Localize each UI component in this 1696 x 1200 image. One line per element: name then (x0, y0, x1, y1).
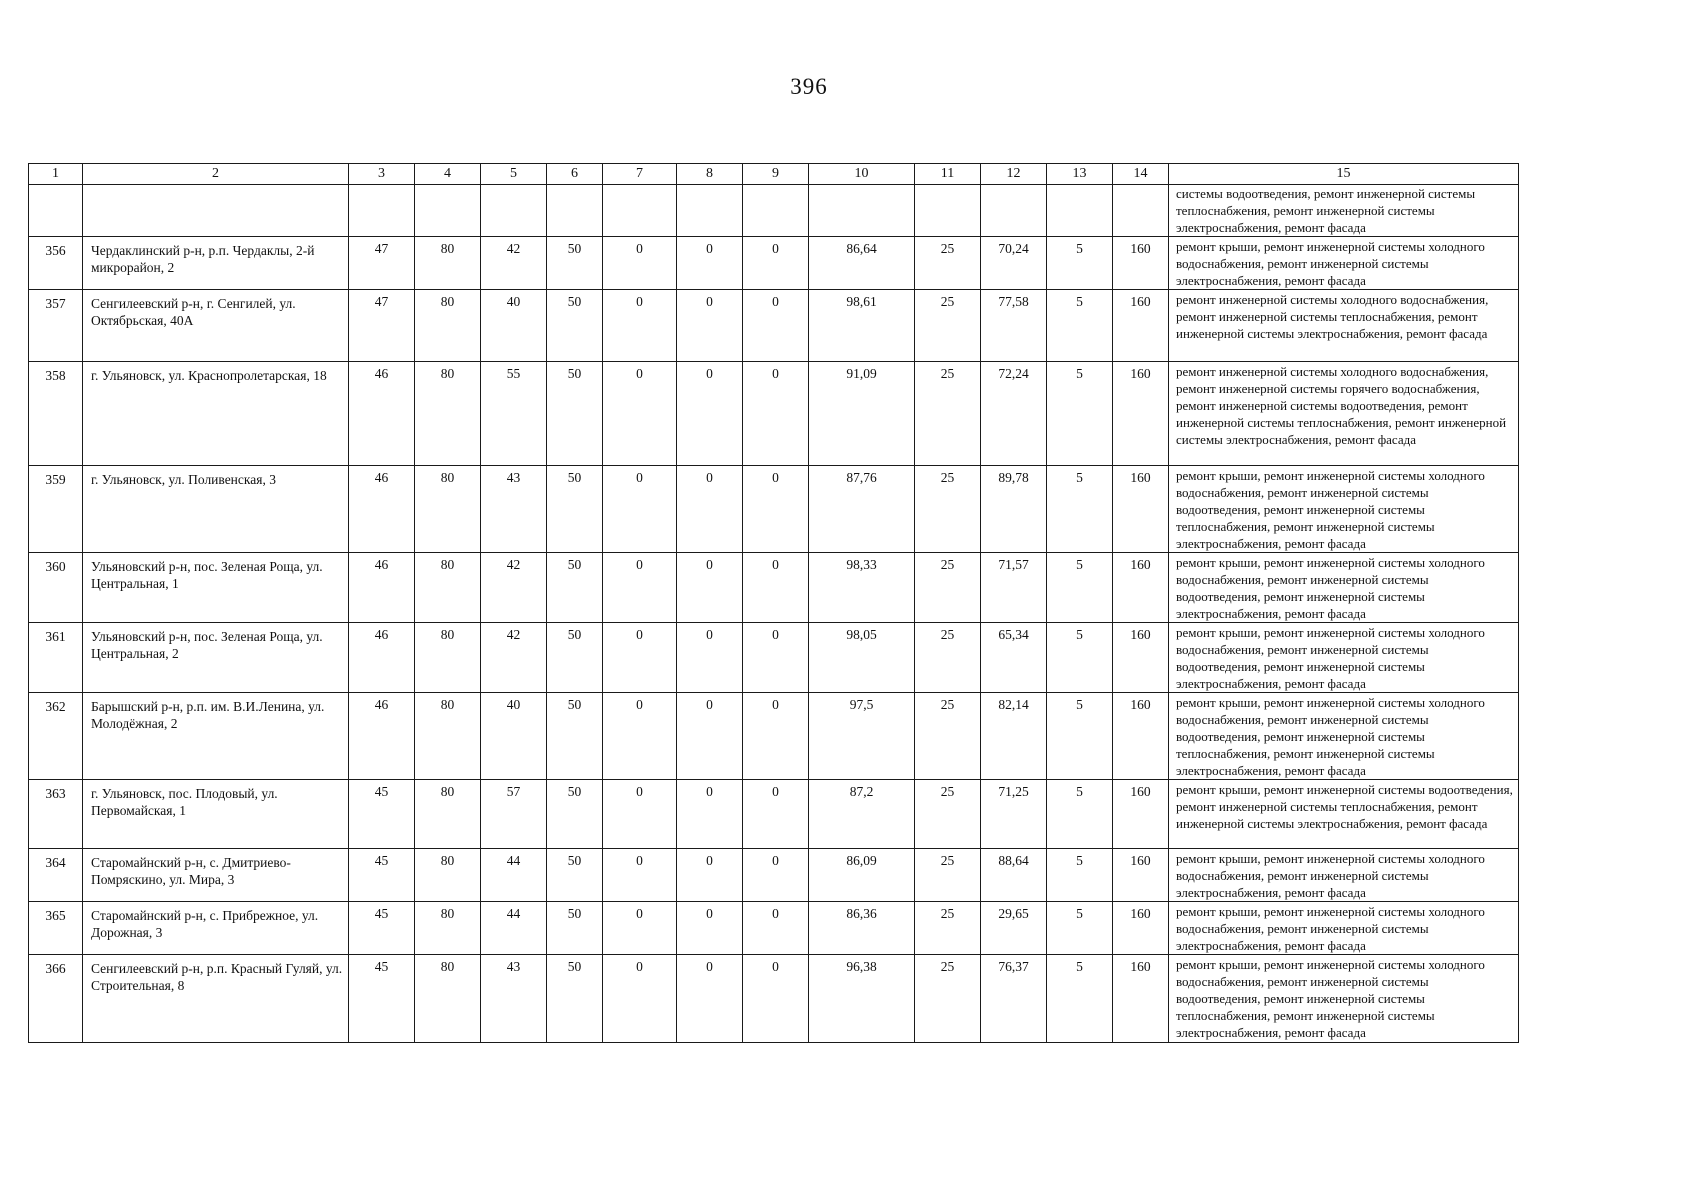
cell-col14: 160 (1113, 237, 1169, 290)
cell-col8: 0 (677, 780, 743, 849)
cell-col10 (809, 185, 915, 237)
cell-address: Сенгилеевский р-н, г. Сенгилей, ул. Октябрьская, 40А (83, 290, 349, 362)
cell-number: 366 (29, 955, 83, 1043)
cell-col10: 87,76 (809, 466, 915, 553)
table-row (29, 780, 1519, 849)
cell-col8: 0 (677, 623, 743, 693)
cell-col4: 80 (415, 362, 481, 466)
cell-col10: 97,5 (809, 693, 915, 780)
cell-col8: 0 (677, 466, 743, 553)
cell-col10: 98,33 (809, 553, 915, 623)
cell-col8: 0 (677, 849, 743, 902)
column-header-14: 14 (1113, 164, 1169, 185)
column-header-11: 11 (915, 164, 981, 185)
table-row (29, 290, 1519, 362)
cell-col7: 0 (603, 693, 677, 780)
cell-col10: 86,64 (809, 237, 915, 290)
cell-col13: 5 (1047, 466, 1113, 553)
cell-col7: 0 (603, 623, 677, 693)
cell-col12: 89,78 (981, 466, 1047, 553)
cell-col11: 25 (915, 693, 981, 780)
cell-col14: 160 (1113, 849, 1169, 902)
cell-col3: 46 (349, 623, 415, 693)
cell-col5: 57 (481, 780, 547, 849)
cell-col6: 50 (547, 902, 603, 955)
cell-works: ремонт крыши, ремонт инженерной системы холодного водоснабжения, ремонт инженерной системы водоотведения, ремонт инженерной системы электроснабжения, ремонт фасада (1169, 623, 1519, 693)
cell-col11: 25 (915, 849, 981, 902)
column-header-13: 13 (1047, 164, 1113, 185)
cell-works: ремонт крыши, ремонт инженерной системы холодного водоснабжения, ремонт инженерной системы электроснабжения, ремонт фасада (1169, 849, 1519, 902)
cell-col3: 46 (349, 693, 415, 780)
cell-address (83, 185, 349, 237)
table-row (29, 466, 1519, 553)
cell-number: 358 (29, 362, 83, 466)
cell-col14: 160 (1113, 290, 1169, 362)
column-header-10: 10 (809, 164, 915, 185)
cell-col10: 86,36 (809, 902, 915, 955)
column-header-8: 8 (677, 164, 743, 185)
table-row (29, 955, 1519, 1043)
cell-address: г. Ульяновск, ул. Поливенская, 3 (83, 466, 349, 553)
cell-col11: 25 (915, 623, 981, 693)
cell-col5: 42 (481, 553, 547, 623)
cell-col3 (349, 185, 415, 237)
cell-col11: 25 (915, 290, 981, 362)
cell-col3: 46 (349, 553, 415, 623)
cell-col13: 5 (1047, 849, 1113, 902)
cell-works: ремонт крыши, ремонт инженерной системы холодного водоснабжения, ремонт инженерной системы водоотведения, ремонт инженерной системы теплоснабжения, ремонт инженерной системы электроснабжения, ремонт фасада (1169, 466, 1519, 553)
cell-col8: 0 (677, 553, 743, 623)
cell-col7: 0 (603, 849, 677, 902)
cell-works: ремонт крыши, ремонт инженерной системы холодного водоснабжения, ремонт инженерной системы водоотведения, ремонт инженерной системы теплоснабжения, ремонт инженерной системы электроснабжения, ремонт фасада (1169, 955, 1519, 1043)
column-header-1: 1 (29, 164, 83, 185)
cell-col13: 5 (1047, 290, 1113, 362)
cell-col8: 0 (677, 955, 743, 1043)
cell-col13: 5 (1047, 623, 1113, 693)
cell-col7: 0 (603, 902, 677, 955)
cell-col9: 0 (743, 362, 809, 466)
cell-col14: 160 (1113, 955, 1169, 1043)
cell-col12: 76,37 (981, 955, 1047, 1043)
cell-number: 356 (29, 237, 83, 290)
cell-col7 (603, 185, 677, 237)
cell-col9: 0 (743, 466, 809, 553)
cell-address: Сенгилеевский р-н, р.п. Красный Гуляй, ул. Строительная, 8 (83, 955, 349, 1043)
cell-col10: 98,05 (809, 623, 915, 693)
header-row (29, 164, 1519, 185)
cell-col11: 25 (915, 362, 981, 466)
table-row (29, 553, 1519, 623)
cell-number: 359 (29, 466, 83, 553)
cell-col4: 80 (415, 693, 481, 780)
cell-col11: 25 (915, 780, 981, 849)
cell-col12 (981, 185, 1047, 237)
cell-number: 357 (29, 290, 83, 362)
cell-col3: 46 (349, 466, 415, 553)
cell-col3: 46 (349, 362, 415, 466)
column-header-3: 3 (349, 164, 415, 185)
table-header (29, 164, 1519, 185)
cell-col12: 29,65 (981, 902, 1047, 955)
cell-col14: 160 (1113, 623, 1169, 693)
cell-col7: 0 (603, 362, 677, 466)
cell-col13 (1047, 185, 1113, 237)
cell-col6: 50 (547, 780, 603, 849)
cell-col13: 5 (1047, 955, 1113, 1043)
cell-col12: 88,64 (981, 849, 1047, 902)
cell-col4: 80 (415, 237, 481, 290)
cell-col9: 0 (743, 290, 809, 362)
cell-col10: 87,2 (809, 780, 915, 849)
cell-col5: 44 (481, 902, 547, 955)
table-row (29, 693, 1519, 780)
cell-works: ремонт крыши, ремонт инженерной системы холодного водоснабжения, ремонт инженерной системы водоотведения, ремонт инженерной системы теплоснабжения, ремонт инженерной системы электроснабжения, ремонт фасада (1169, 693, 1519, 780)
cell-col9: 0 (743, 553, 809, 623)
cell-works-continued: системы водоотведения, ремонт инженерной системы теплоснабжения, ремонт инженерной системы электроснабжения, ремонт фасада (1169, 185, 1519, 237)
cell-col8 (677, 185, 743, 237)
cell-address: г. Ульяновск, пос. Плодовый, ул. Первомайская, 1 (83, 780, 349, 849)
cell-col6: 50 (547, 849, 603, 902)
cell-address: Старомайнский р-н, с. Прибрежное, ул. Дорожная, 3 (83, 902, 349, 955)
cell-col6: 50 (547, 693, 603, 780)
cell-col10: 98,61 (809, 290, 915, 362)
cell-col8: 0 (677, 693, 743, 780)
cell-col13: 5 (1047, 553, 1113, 623)
cell-col4: 80 (415, 902, 481, 955)
cell-col8: 0 (677, 237, 743, 290)
cell-address: г. Ульяновск, ул. Краснопролетарская, 18 (83, 362, 349, 466)
cell-works: ремонт крыши, ремонт инженерной системы холодного водоснабжения, ремонт инженерной системы электроснабжения, ремонт фасада (1169, 902, 1519, 955)
continuation-row (29, 185, 1519, 237)
cell-col4 (415, 185, 481, 237)
cell-address: Ульяновский р-н, пос. Зеленая Роща, ул. Центральная, 1 (83, 553, 349, 623)
cell-col14: 160 (1113, 780, 1169, 849)
column-header-5: 5 (481, 164, 547, 185)
cell-address: Старомайнский р-н, с. Дмитриево-Помряскино, ул. Мира, 3 (83, 849, 349, 902)
table-row (29, 849, 1519, 902)
cell-works: ремонт инженерной системы холодного водоснабжения, ремонт инженерной системы теплоснабжения, ремонт инженерной системы электроснабжения, ремонт фасада (1169, 290, 1519, 362)
column-header-12: 12 (981, 164, 1047, 185)
cell-col8: 0 (677, 362, 743, 466)
cell-col4: 80 (415, 290, 481, 362)
column-header-7: 7 (603, 164, 677, 185)
cell-col4: 80 (415, 466, 481, 553)
cell-col7: 0 (603, 237, 677, 290)
cell-col14: 160 (1113, 693, 1169, 780)
cell-col6: 50 (547, 362, 603, 466)
cell-works: ремонт инженерной системы холодного водоснабжения, ремонт инженерной системы горячего водоснабжения, ремонт инженерной системы водоотведения, ремонт инженерной системы теплоснабжения, ремонт инженерной системы электроснабжения, ремонт фасада (1169, 362, 1519, 466)
cell-address: Ульяновский р-н, пос. Зеленая Роща, ул. Центральная, 2 (83, 623, 349, 693)
cell-col5: 43 (481, 466, 547, 553)
cell-col3: 47 (349, 290, 415, 362)
cell-col6: 50 (547, 623, 603, 693)
cell-col10: 96,38 (809, 955, 915, 1043)
cell-col8: 0 (677, 290, 743, 362)
table-row (29, 902, 1519, 955)
cell-col9: 0 (743, 780, 809, 849)
cell-col12: 70,24 (981, 237, 1047, 290)
cell-col5: 55 (481, 362, 547, 466)
cell-col12: 77,58 (981, 290, 1047, 362)
cell-col11: 25 (915, 902, 981, 955)
column-header-2: 2 (83, 164, 349, 185)
cell-col13: 5 (1047, 902, 1113, 955)
cell-col4: 80 (415, 780, 481, 849)
cell-col7: 0 (603, 553, 677, 623)
cell-col12: 72,24 (981, 362, 1047, 466)
cell-col6 (547, 185, 603, 237)
cell-works: ремонт крыши, ремонт инженерной системы холодного водоснабжения, ремонт инженерной системы водоотведения, ремонт инженерной системы электроснабжения, ремонт фасада (1169, 553, 1519, 623)
cell-col13: 5 (1047, 237, 1113, 290)
cell-col5: 44 (481, 849, 547, 902)
cell-number: 362 (29, 693, 83, 780)
table-row (29, 623, 1519, 693)
cell-col3: 45 (349, 780, 415, 849)
cell-col8: 0 (677, 902, 743, 955)
column-header-15: 15 (1169, 164, 1519, 185)
cell-col13: 5 (1047, 780, 1113, 849)
cell-col12: 71,57 (981, 553, 1047, 623)
cell-col12: 65,34 (981, 623, 1047, 693)
cell-col9: 0 (743, 623, 809, 693)
register-table (28, 163, 1519, 1043)
table-row (29, 362, 1519, 466)
cell-col9: 0 (743, 955, 809, 1043)
table-row (29, 237, 1519, 290)
cell-col5: 42 (481, 623, 547, 693)
cell-col11 (915, 185, 981, 237)
cell-col9: 0 (743, 237, 809, 290)
cell-address: Чердаклинский р-н, р.п. Чердаклы, 2-й микрорайон, 2 (83, 237, 349, 290)
cell-col13: 5 (1047, 362, 1113, 466)
cell-col10: 91,09 (809, 362, 915, 466)
table-body (29, 185, 1519, 1043)
cell-col4: 80 (415, 623, 481, 693)
cell-col3: 47 (349, 237, 415, 290)
cell-col11: 25 (915, 955, 981, 1043)
cell-col11: 25 (915, 553, 981, 623)
cell-col6: 50 (547, 466, 603, 553)
cell-col5: 40 (481, 290, 547, 362)
cell-col4: 80 (415, 553, 481, 623)
cell-col9: 0 (743, 849, 809, 902)
cell-col9: 0 (743, 693, 809, 780)
cell-col7: 0 (603, 780, 677, 849)
cell-col5: 42 (481, 237, 547, 290)
cell-col7: 0 (603, 466, 677, 553)
cell-col7: 0 (603, 290, 677, 362)
cell-col6: 50 (547, 290, 603, 362)
cell-col3: 45 (349, 849, 415, 902)
cell-address: Барышский р-н, р.п. им. В.И.Ленина, ул. Молодёжная, 2 (83, 693, 349, 780)
cell-col11: 25 (915, 237, 981, 290)
cell-number: 365 (29, 902, 83, 955)
cell-col6: 50 (547, 237, 603, 290)
cell-col5: 40 (481, 693, 547, 780)
cell-col5 (481, 185, 547, 237)
cell-col9 (743, 185, 809, 237)
cell-number: 361 (29, 623, 83, 693)
cell-works: ремонт крыши, ремонт инженерной системы холодного водоснабжения, ремонт инженерной системы электроснабжения, ремонт фасада (1169, 237, 1519, 290)
cell-col14: 160 (1113, 466, 1169, 553)
cell-col12: 82,14 (981, 693, 1047, 780)
cell-col14 (1113, 185, 1169, 237)
page-number: 396 (790, 74, 828, 99)
cell-col4: 80 (415, 955, 481, 1043)
cell-col4: 80 (415, 849, 481, 902)
cell-col14: 160 (1113, 362, 1169, 466)
cell-col3: 45 (349, 902, 415, 955)
cell-col14: 160 (1113, 902, 1169, 955)
cell-col13: 5 (1047, 693, 1113, 780)
cell-works: ремонт крыши, ремонт инженерной системы водоотведения, ремонт инженерной системы теплоснабжения, ремонт инженерной системы электроснабжения, ремонт фасада (1169, 780, 1519, 849)
cell-col10: 86,09 (809, 849, 915, 902)
cell-col14: 160 (1113, 553, 1169, 623)
cell-number: 364 (29, 849, 83, 902)
cell-number: 360 (29, 553, 83, 623)
cell-col6: 50 (547, 553, 603, 623)
cell-col12: 71,25 (981, 780, 1047, 849)
cell-col5: 43 (481, 955, 547, 1043)
cell-col7: 0 (603, 955, 677, 1043)
cell-col6: 50 (547, 955, 603, 1043)
cell-col3: 45 (349, 955, 415, 1043)
cell-number: 363 (29, 780, 83, 849)
cell-col11: 25 (915, 466, 981, 553)
column-header-9: 9 (743, 164, 809, 185)
cell-col9: 0 (743, 902, 809, 955)
cell-number (29, 185, 83, 237)
column-header-6: 6 (547, 164, 603, 185)
column-header-4: 4 (415, 164, 481, 185)
